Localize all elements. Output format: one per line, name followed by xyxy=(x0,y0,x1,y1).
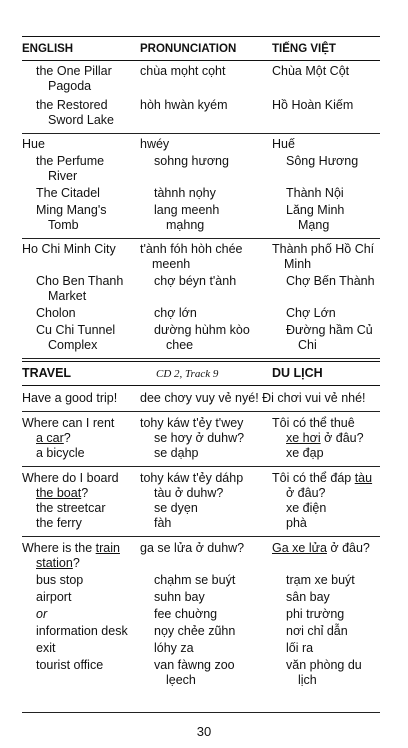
english-text: Ming Mang's xyxy=(36,203,107,217)
entry-row xyxy=(22,624,380,639)
section-title: TRAVEL xyxy=(22,366,72,380)
english-text: The Citadel xyxy=(36,186,100,200)
english-text: the One Pillar xyxy=(36,64,112,78)
pronunciation-text: hòh hwàn kyém xyxy=(140,98,228,112)
vietnamese-text: xe điện xyxy=(286,501,327,515)
english-text: bus stop xyxy=(36,573,84,587)
vietnamese-text: Ga xe lửa xyxy=(272,541,327,555)
vietnamese-text: lịch xyxy=(298,673,317,687)
pronunciation-text: mạhng xyxy=(166,218,205,232)
header-pronunciation: PRONUNCIATION xyxy=(140,43,237,55)
header-vietnamese: TIẾNG VIỆT xyxy=(272,43,336,55)
english-text: the boat xyxy=(36,486,82,500)
english-text: the streetcar xyxy=(36,501,106,515)
english-text: Cho Ben Thanh xyxy=(36,274,124,288)
english-text: or xyxy=(36,607,48,621)
vietnamese-text: Thành Nội xyxy=(286,186,344,200)
entry-row xyxy=(22,590,380,605)
english-text: the Restored xyxy=(36,98,108,112)
phrasebook-page xyxy=(22,36,380,690)
pronunciation-text: t'ành fóh hòh chée xyxy=(140,242,243,256)
pronunciation-text: dường hùhm kòo xyxy=(154,323,250,337)
english-text: Complex xyxy=(48,338,98,352)
pronunciation-text: chạhm se buýt xyxy=(154,573,236,587)
section-title-vietnamese: DU LỊCH xyxy=(272,366,323,380)
vietnamese-text: Huế xyxy=(272,137,295,151)
entry-row xyxy=(22,98,380,128)
pronunciation-text: sohng hương xyxy=(154,154,229,168)
vietnamese-text: lối ra xyxy=(286,641,314,655)
pronunciation-text: fàh xyxy=(154,516,172,530)
section-hue xyxy=(22,134,380,239)
bottom-rule xyxy=(22,712,380,713)
vietnamese-text: Mạng xyxy=(298,218,330,232)
entry-board: Where do I board the boat? the streetcar the ferry tohy káw t'ẻy dáhp tàu ở duhw? se dyẹn fàh Tôi có thể đáp tàu ở đâu? xe điện phà xyxy=(22,467,380,537)
pronunciation-text: se dyẹn xyxy=(154,501,198,515)
vietnamese-text: văn phòng du xyxy=(286,658,362,672)
vietnamese-text: tàu xyxy=(354,471,373,485)
entry-row xyxy=(22,64,380,94)
pronunciation-text: hwéy xyxy=(140,137,170,151)
pronunciation-text: nọy chẻe zũhn xyxy=(154,624,236,638)
english-text: a car xyxy=(36,431,64,445)
vietnamese-text: Sông Hương xyxy=(286,154,359,168)
pronunciation-text: van fàwng zoo xyxy=(154,658,235,672)
vietnamese-text: Lăng Minh xyxy=(286,203,345,217)
vietnamese-text: ở đâu? xyxy=(286,486,326,500)
entry-row xyxy=(22,186,380,201)
vietnamese-text: Thành phố Hồ Chí xyxy=(272,242,375,256)
entry-row xyxy=(22,203,380,233)
pronunciation-text: chùa mọht cọht xyxy=(140,64,226,78)
section-hanoi-sights xyxy=(22,61,380,134)
vietnamese-text: phi trường xyxy=(286,607,345,621)
english-text: River xyxy=(48,169,78,183)
section-ho-chi-minh-city xyxy=(22,239,380,359)
vietnamese-text: trạm xe buýt xyxy=(286,573,355,587)
english-text: station xyxy=(36,556,73,570)
pronunciation-text: fee chuờng xyxy=(154,607,218,621)
entry-row xyxy=(22,607,380,622)
pronunciation-text: tàhnh nọhy xyxy=(154,186,216,200)
english-text: Where is the xyxy=(22,541,96,555)
pronunciation-text: tohy káw t'ẻy dáhp xyxy=(140,471,244,485)
pronunciation-text: lang meenh xyxy=(154,203,220,217)
english-text: Where do I board xyxy=(22,471,119,485)
pronunciation-text: chee xyxy=(166,338,194,352)
pronunciation-text: suhn bay xyxy=(154,590,205,604)
entry-row xyxy=(22,573,380,588)
pronunciation-text: se hơy ở duhw? xyxy=(154,431,245,445)
pronunciation-text: ga se lửa ở duhw? xyxy=(140,541,245,555)
entry-row xyxy=(22,323,380,353)
audio-track-label: CD 2, Track 9 xyxy=(156,368,219,380)
english-text: information desk xyxy=(36,624,128,638)
vietnamese-text: Chi xyxy=(298,338,317,352)
vietnamese-text: Chợ Lớn xyxy=(286,306,336,320)
pronunciation-text: lóhy za xyxy=(154,641,194,655)
english-text: Cu Chi Tunnel xyxy=(36,323,116,337)
pronunciation-vietnamese-text: dee chơy vuy vẻ nyé! Đi chơi vui vẻ nhé! xyxy=(140,391,366,405)
vietnamese-text: Tôi có thể đáp xyxy=(272,471,355,485)
english-text: Market xyxy=(48,289,87,303)
entry-row xyxy=(22,306,380,321)
vietnamese-text: sân bay xyxy=(286,590,330,604)
pronunciation-text: se dạhp xyxy=(154,446,199,460)
entry-row xyxy=(22,154,380,184)
page-number: 30 xyxy=(196,724,212,739)
vietnamese-text: xe đạp xyxy=(286,446,324,460)
english-text: Hue xyxy=(22,137,45,151)
vietnamese-text: Minh xyxy=(284,257,312,271)
pronunciation-text: chợ lớn xyxy=(154,306,197,320)
vietnamese-text: phà xyxy=(286,516,307,530)
english-text: a bicycle xyxy=(36,446,85,460)
entry-rent: Where can I rent a car? a bicycle tohy káw t'ẻy t'wey se hơy ở duhw? se dạhp Tôi có thể thuê xe hơi ở đâu? xe đạp xyxy=(22,412,380,467)
english-text: tourist office xyxy=(36,658,104,672)
pronunciation-text: tàu ở duhw? xyxy=(154,486,224,500)
vietnamese-text: Chợ Bến Thành xyxy=(286,274,375,288)
english-text: airport xyxy=(36,590,72,604)
english-text: Have a good trip! xyxy=(22,391,118,405)
english-text: Cholon xyxy=(36,306,76,320)
english-text: Sword Lake xyxy=(48,113,115,127)
column-header xyxy=(22,36,380,61)
vietnamese-text: Hồ Hoàn Kiếm xyxy=(272,98,354,112)
entry-row xyxy=(22,658,380,688)
vietnamese-text: nơi chỉ dẫn xyxy=(286,624,348,638)
english-text: train xyxy=(95,541,120,555)
english-text: the ferry xyxy=(36,516,82,530)
english-text: Tomb xyxy=(48,218,79,232)
pronunciation-text: tohy káw t'ẻy t'wey xyxy=(140,416,244,430)
entry-good-trip xyxy=(22,386,380,412)
vietnamese-text: Tôi có thể thuê xyxy=(272,416,355,430)
english-text: the Perfume xyxy=(36,154,105,168)
entry-row xyxy=(22,242,380,272)
english-text: Where can I rent xyxy=(22,416,115,430)
entry-row xyxy=(22,274,380,304)
header-english: ENGLISH xyxy=(22,43,74,55)
vietnamese-text: Đường hầm Củ xyxy=(286,323,373,337)
vietnamese-text: Chùa Một Cột xyxy=(272,64,350,78)
pronunciation-text: meenh xyxy=(152,257,191,271)
entry-row xyxy=(22,641,380,656)
vietnamese-text: xe hơi xyxy=(286,431,321,445)
entry-row xyxy=(22,137,380,152)
pronunciation-text: lẹech xyxy=(166,673,196,687)
english-text: exit xyxy=(36,641,56,655)
english-text: Pagoda xyxy=(48,79,92,93)
english-text: Ho Chi Minh City xyxy=(22,242,116,256)
entry-where-is: Where is the train station? ga se lửa ở duhw? Ga xe lửa ở đâu? bus stop chạhm se buýt trạm xe buýt airport suhn bay sân bay or fee chuờng phi trường information desk nọy chẻe zũhn nơi chỉ dẫn exit lóhy za lối ra tourist office van fàwng zoo lẹech văn phòng du lịch xyxy=(22,537,380,688)
pronunciation-text: chợ béyn t'ành xyxy=(154,274,237,288)
travel-section-header xyxy=(22,361,380,386)
